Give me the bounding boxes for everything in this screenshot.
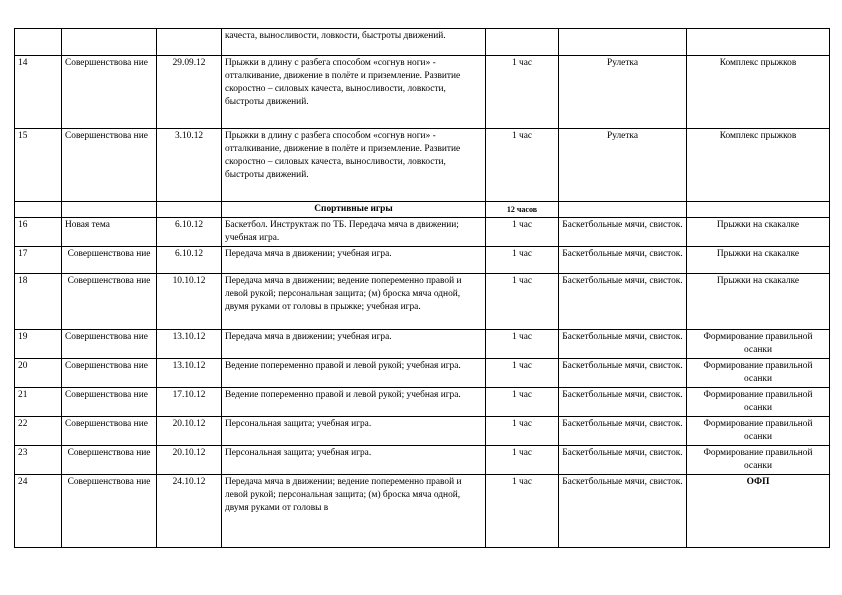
table-row: [15, 359, 830, 388]
cell-type: Совершенствова ние: [62, 359, 157, 388]
cell-num: 17: [15, 247, 62, 274]
cell-topic: Персональная защита; учебная игра.: [222, 417, 486, 446]
cell-num: 24: [15, 475, 62, 548]
cell-num: 20: [15, 359, 62, 388]
cell-equipment: Баскетбольные мячи, свисток.: [559, 475, 687, 548]
cell-homework: Прыжки на скакалке: [687, 247, 830, 274]
cell-equipment: Баскетбольные мячи, свисток.: [559, 417, 687, 446]
cell-type: [62, 29, 157, 56]
cell-equipment: [559, 202, 687, 218]
cell-type: Совершенствова ние: [62, 56, 157, 129]
cell-hours: 1 час: [486, 330, 559, 359]
cell-date: [157, 29, 222, 56]
cell-type: Совершенствова ние: [62, 417, 157, 446]
cell-date: 29.09.12: [157, 56, 222, 129]
table-row: [15, 417, 830, 446]
section-header-row: [15, 202, 830, 218]
cell-hours: 1 час: [486, 247, 559, 274]
cell-hours: 1 час: [486, 359, 559, 388]
cell-date: 20.10.12: [157, 446, 222, 475]
table-row: [15, 56, 830, 129]
cell-equipment: Баскетбольные мячи, свисток.: [559, 330, 687, 359]
cell-homework: Комплекс прыжков: [687, 129, 830, 202]
cell-equipment: Баскетбольные мячи, свисток.: [559, 446, 687, 475]
cell-hours: 1 час: [486, 129, 559, 202]
cell-topic: качеста, выносливости, ловкости, быстроты движений.: [222, 29, 486, 56]
cell-homework: [687, 202, 830, 218]
table-row: [15, 247, 830, 274]
cell-date: 6.10.12: [157, 218, 222, 247]
cell-homework: Комплекс прыжков: [687, 56, 830, 129]
cell-date: 13.10.12: [157, 330, 222, 359]
cell-topic: Прыжки в длину с разбега способом «согнув ноги» - отталкивание, движение в полёте и приземление. Развитие скоростно – силовых качеста, выносливости, ловкости, быстроты движений.: [222, 56, 486, 129]
cell-topic: Баскетбол. Инструктаж по ТБ. Передача мяча в движении; учебная игра.: [222, 218, 486, 247]
section-hours: 12 часов: [486, 202, 559, 218]
cell-equipment: Рулетка: [559, 56, 687, 129]
cell-homework: Прыжки на скакалке: [687, 274, 830, 330]
table-row: [15, 218, 830, 247]
cell-type: Совершенствова ние: [62, 247, 157, 274]
cell-equipment: Баскетбольные мячи, свисток.: [559, 274, 687, 330]
cell-type: Совершенствова ние: [62, 388, 157, 417]
cell-equipment: Баскетбольные мячи, свисток.: [559, 388, 687, 417]
cell-topic: Передача мяча в движении; ведение попеременно правой и левой рукой; персональная защита; (м) броска мяча одной, двумя руками от головы в прыжке; учебная игра.: [222, 274, 486, 330]
cell-num: [15, 202, 62, 218]
cell-type: Совершенствова ние: [62, 446, 157, 475]
table-row: [15, 274, 830, 330]
cell-topic: Ведение попеременно правой и левой рукой; учебная игра.: [222, 359, 486, 388]
cell-date: 17.10.12: [157, 388, 222, 417]
cell-num: 15: [15, 129, 62, 202]
cell-equipment: Рулетка: [559, 129, 687, 202]
cell-date: 24.10.12: [157, 475, 222, 548]
cell-homework: Формирование правильной осанки: [687, 446, 830, 475]
cell-type: [62, 202, 157, 218]
cell-hours: 1 час: [486, 417, 559, 446]
cell-type: Новая тема: [62, 218, 157, 247]
cell-type: Совершенствова ние: [62, 330, 157, 359]
cell-equipment: [559, 29, 687, 56]
cell-homework: Прыжки на скакалке: [687, 218, 830, 247]
cell-homework: Формирование правильной осанки: [687, 359, 830, 388]
cell-hours: [486, 29, 559, 56]
cell-num: [15, 29, 62, 56]
cell-homework: Формирование правильной осанки: [687, 388, 830, 417]
cell-date: 3.10.12: [157, 129, 222, 202]
cell-num: 19: [15, 330, 62, 359]
table-row: [15, 475, 830, 548]
cell-equipment: Баскетбольные мячи, свисток.: [559, 359, 687, 388]
section-title: Спортивные игры: [222, 202, 486, 218]
table-row: [15, 388, 830, 417]
cell-type: Совершенствова ние: [62, 475, 157, 548]
cell-topic: Передача мяча в движении; ведение попеременно правой и левой рукой; персональная защита; (м) броска мяча одной, двумя руками от головы в: [222, 475, 486, 548]
cell-topic: Персональная защита; учебная игра.: [222, 446, 486, 475]
cell-hours: 1 час: [486, 388, 559, 417]
cell-topic: Ведение попеременно правой и левой рукой; учебная игра.: [222, 388, 486, 417]
cell-date: 10.10.12: [157, 274, 222, 330]
cell-date: 13.10.12: [157, 359, 222, 388]
cell-homework: ОФП: [687, 475, 830, 548]
cell-homework: [687, 29, 830, 56]
cell-num: 22: [15, 417, 62, 446]
table-row: [15, 446, 830, 475]
table-row: [15, 129, 830, 202]
lesson-plan-table: [14, 28, 830, 548]
cell-hours: 1 час: [486, 56, 559, 129]
cell-topic: Передача мяча в движении; учебная игра.: [222, 330, 486, 359]
cell-num: 21: [15, 388, 62, 417]
cell-type: Совершенствова ние: [62, 274, 157, 330]
cell-hours: 1 час: [486, 274, 559, 330]
cell-homework: Формирование правильной осанки: [687, 417, 830, 446]
cell-equipment: Баскетбольные мячи, свисток.: [559, 218, 687, 247]
cell-hours: 1 час: [486, 475, 559, 548]
cell-date: 6.10.12: [157, 247, 222, 274]
cell-equipment: Баскетбольные мячи, свисток.: [559, 247, 687, 274]
cell-num: 14: [15, 56, 62, 129]
table-row: [15, 29, 830, 56]
cell-topic: Передача мяча в движении; учебная игра.: [222, 247, 486, 274]
cell-topic: Прыжки в длину с разбега способом «согнув ноги» - отталкивание, движение в полёте и приземление. Развитие скоростно – силовых качеста, выносливости, ловкости, быстроты движений.: [222, 129, 486, 202]
cell-num: 18: [15, 274, 62, 330]
cell-hours: 1 час: [486, 446, 559, 475]
table-row: [15, 330, 830, 359]
cell-type: Совершенствова ние: [62, 129, 157, 202]
cell-date: 20.10.12: [157, 417, 222, 446]
cell-hours: 1 час: [486, 218, 559, 247]
cell-num: 23: [15, 446, 62, 475]
cell-homework: Формирование правильной осанки: [687, 330, 830, 359]
cell-num: 16: [15, 218, 62, 247]
cell-date: [157, 202, 222, 218]
